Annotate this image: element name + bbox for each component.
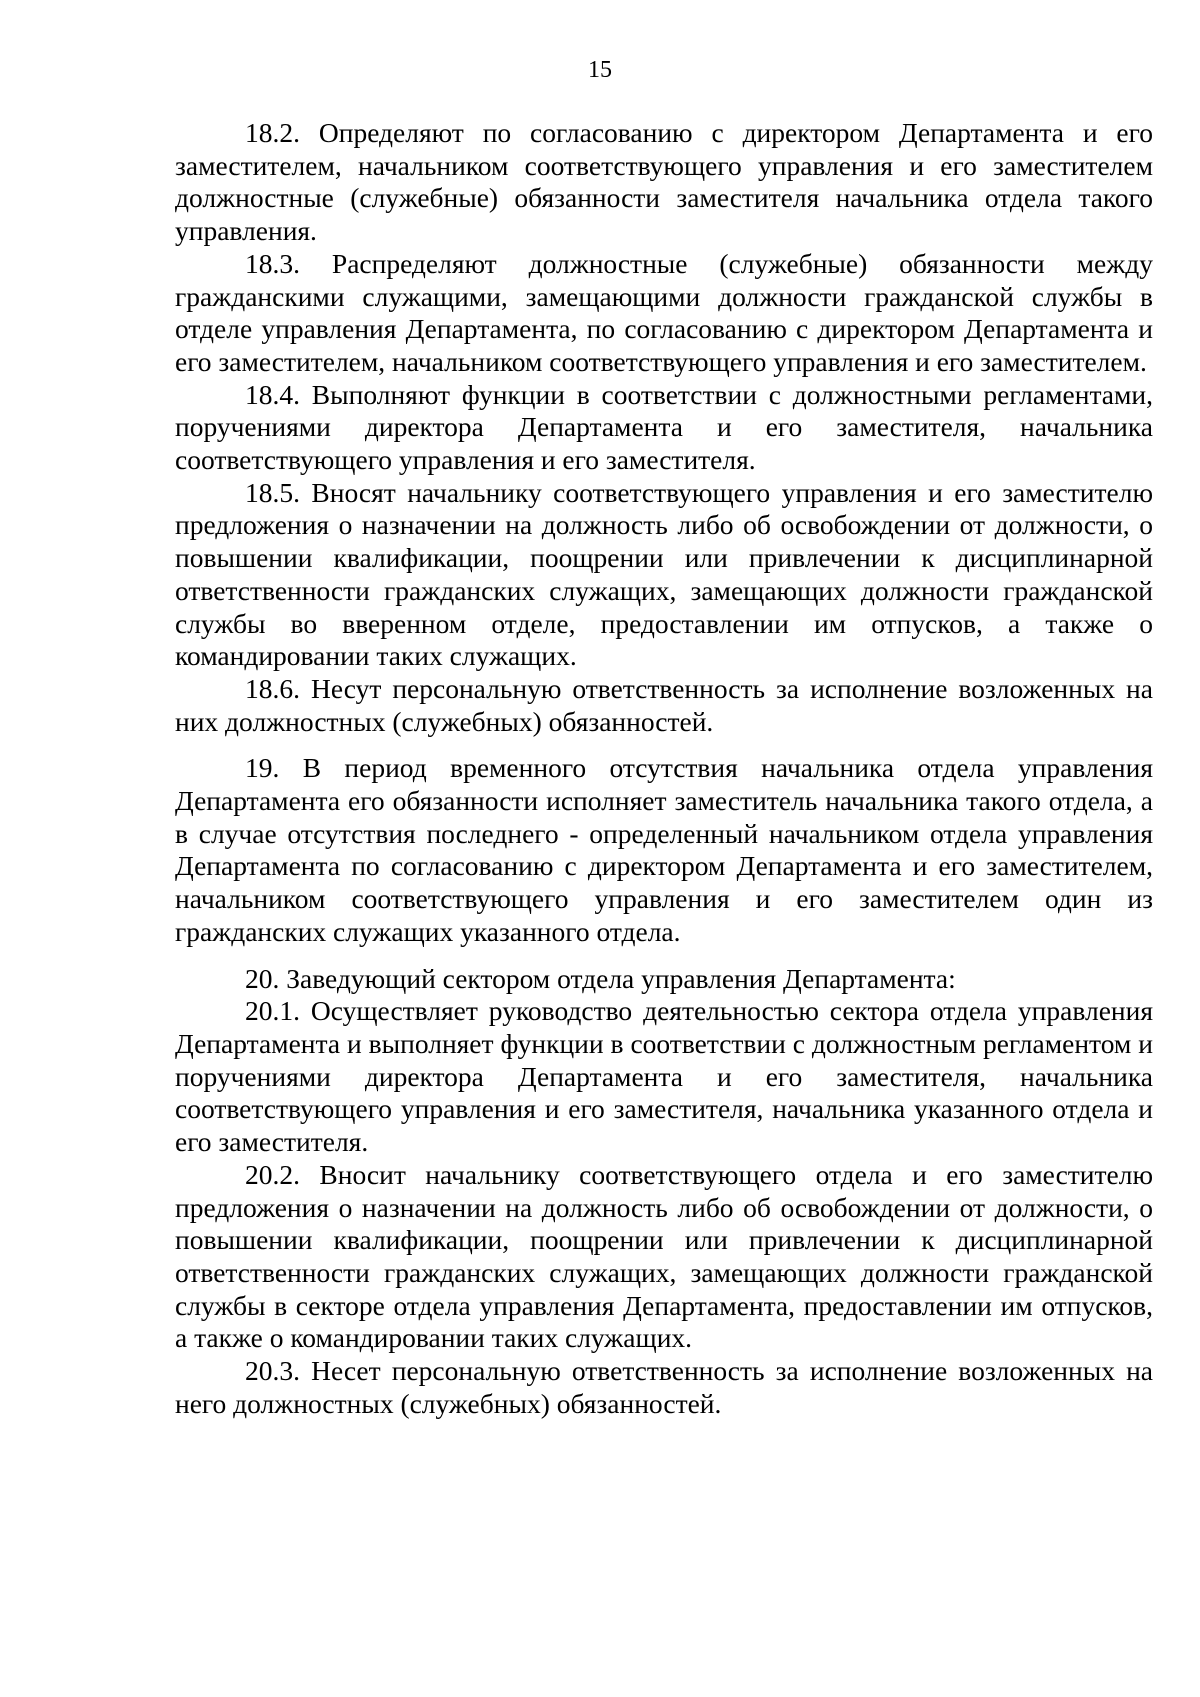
paragraph-18-6: 18.6. Несут персональную ответственность за исполнение возложенных на них должностных (служебных) обязанностей. [175, 672, 1153, 737]
paragraph-19: 19. В период временного отсутствия начальника отдела управления Департамента его обязанности исполняет заместитель начальника такого отдела, а в случае отсутствия последнего - определенный начальником отдела управления Департамента по согласованию с директором Департамента и его заместителем, начальником соответствующего управления и его заместителем один из гражданских служащих указанного отдела. [175, 752, 1153, 947]
page-number: 15 [588, 57, 612, 83]
paragraph-18-3: 18.3. Распределяют должностные (служебные) обязанности между гражданскими служащими, замещающими должности гражданской службы в отделе управления Департамента, по согласованию с директором Департамента и его заместителем, начальником соответствующего управления и его заместителем. [175, 247, 1153, 377]
paragraph-18-2: 18.2. Определяют по согласованию с директором Департамента и его заместителем, начальником соответствующего управления и его заместителем должностные (служебные) обязанности заместителя начальника отдела такого управления. [175, 117, 1153, 247]
paragraph-18-4: 18.4. Выполняют функции в соответствии с должностными регламентами, поручениями директора Департамента и его заместителя, начальника соответствующего управления и его заместителя. [175, 378, 1153, 476]
paragraph-18-5: 18.5. Вносят начальнику соответствующего управления и его заместителю предложения о назначении на должность либо об освобождении от должности, о повышении квалификации, поощрении или привлечении к дисциплинарной ответственности гражданских служащих, замещающих должности гражданской службы во вверенном отделе, предоставлении им отпусков, а также о командировании таких служащих. [175, 476, 1153, 672]
paragraph-20-3: 20.3. Несет персональную ответственность за исполнение возложенных на него должностных (служебных) обязанностей. [175, 1355, 1153, 1419]
paragraph-20-1: 20.1. Осуществляет руководство деятельностью сектора отдела управления Департамента и выполняет функции в соответствии с должностным регламентом и поручениями директора Департамента и его заместителя, начальника соответствующего управления и его заместителя, начальника указанного отдела и его заместителя. [175, 995, 1153, 1158]
paragraph-20-2: 20.2. Вносит начальнику соответствующего отдела и его заместителю предложения о назначении на должность либо об освобождении от должности, о повышении квалификации, поощрении или привлечении к дисциплинарной ответственности гражданских служащих, замещающих должности гражданской службы в секторе отдела управления Департамента, предоставлении им отпусков, а также о командировании таких служащих. [175, 1158, 1153, 1354]
paragraph-20: 20. Заведующий сектором отдела управления Департамента: [245, 962, 956, 994]
document-body [175, 117, 1153, 1420]
